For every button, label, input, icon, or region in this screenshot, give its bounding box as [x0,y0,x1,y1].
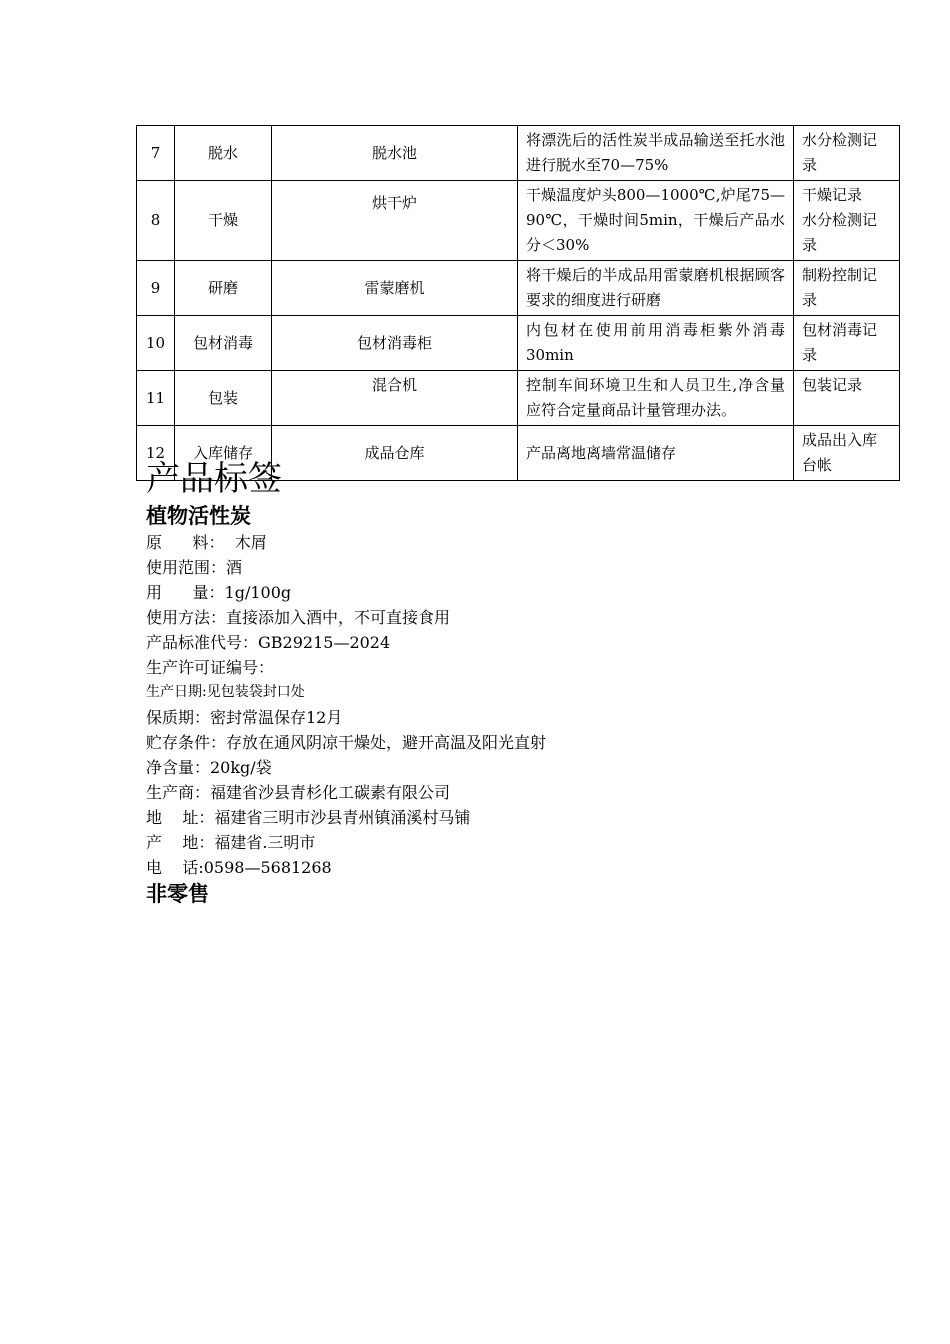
label-line-production-date: 生产日期:见包装袋封口处 [146,684,305,700]
process-description: 将漂洗后的活性炭半成品输送至托水池进行脱水至70—75% [518,126,794,181]
label-line-manufacturer: 生产商：福建省沙县青杉化工碳素有限公司 [146,783,451,802]
table-row [137,181,900,261]
label-line-usage-method: 使用方法：直接添加入酒中，不可直接食用 [146,608,451,627]
equipment: 脱水池 [272,126,518,181]
product-label [146,456,826,908]
record-type: 制粉控制记录 [794,261,900,316]
label-line-standard-code: 产品标准代号：GB29215—2024 [146,633,391,652]
equipment: 包材消毒柜 [272,316,518,371]
process-step: 研磨 [175,261,272,316]
label-line-address: 地 址：福建省三明市沙县青州镇涌溪村马铺 [146,808,471,827]
label-line-shelf-life: 保质期：密封常温保存12月 [146,708,343,727]
label-line-license-number: 生产许可证编号： [146,658,275,677]
label-line-raw-material: 原 料： 木屑 [146,533,267,552]
row-number: 7 [137,126,175,181]
table-row [137,126,900,181]
equipment: 烘干炉 [272,181,518,261]
row-number: 11 [137,371,175,426]
label-line-net-content: 净含量：20kg/袋 [146,758,272,777]
equipment: 雷蒙磨机 [272,261,518,316]
label-title: 产品标签 [146,459,282,499]
record-type: 包材消毒记录 [794,316,900,371]
row-number: 10 [137,316,175,371]
table-row [137,371,900,426]
process-description: 产品离地离墙常温储存 [518,426,794,481]
process-step: 脱水 [175,126,272,181]
record-type: 包装记录 [794,371,900,426]
label-line-origin: 产 地：福建省.三明市 [146,833,316,852]
non-retail-notice: 非零售 [146,882,209,906]
process-table [136,125,900,481]
record-type: 干燥记录 水分检测记录 [794,181,900,261]
label-line-storage: 贮存条件：存放在通风阴凉干燥处，避开高温及阳光直射 [146,733,547,752]
label-line-usage-scope: 使用范围：酒 [146,558,243,577]
process-step: 入库储存 [175,426,272,481]
process-description: 将干燥后的半成品用雷蒙磨机根据顾客要求的细度进行研磨 [518,261,794,316]
label-line-dosage: 用 量：1g/100g [146,583,292,602]
process-description: 控制车间环境卫生和人员卫生,净含量应符合定量商品计量管理办法。 [518,371,794,426]
process-step: 包材消毒 [175,316,272,371]
row-number: 8 [137,181,175,261]
process-step: 干燥 [175,181,272,261]
equipment: 成品仓库 [272,426,518,481]
row-number: 12 [137,426,175,481]
table-row [137,261,900,316]
label-line-phone: 电 话:0598—5681268 [146,858,332,877]
record-type: 水分检测记录 [794,126,900,181]
process-step: 包装 [175,371,272,426]
record-type: 成品出入库台帐 [794,426,900,481]
process-description: 内包材在使用前用消毒柜紫外消毒30min [518,316,794,371]
table-row [137,316,900,371]
equipment: 混合机 [272,371,518,426]
row-number: 9 [137,261,175,316]
product-name: 植物活性炭 [146,504,251,528]
process-description: 干燥温度炉头800—1000℃,炉尾75—90℃，干燥时间5min，干燥后产品水分＜30% [518,181,794,261]
